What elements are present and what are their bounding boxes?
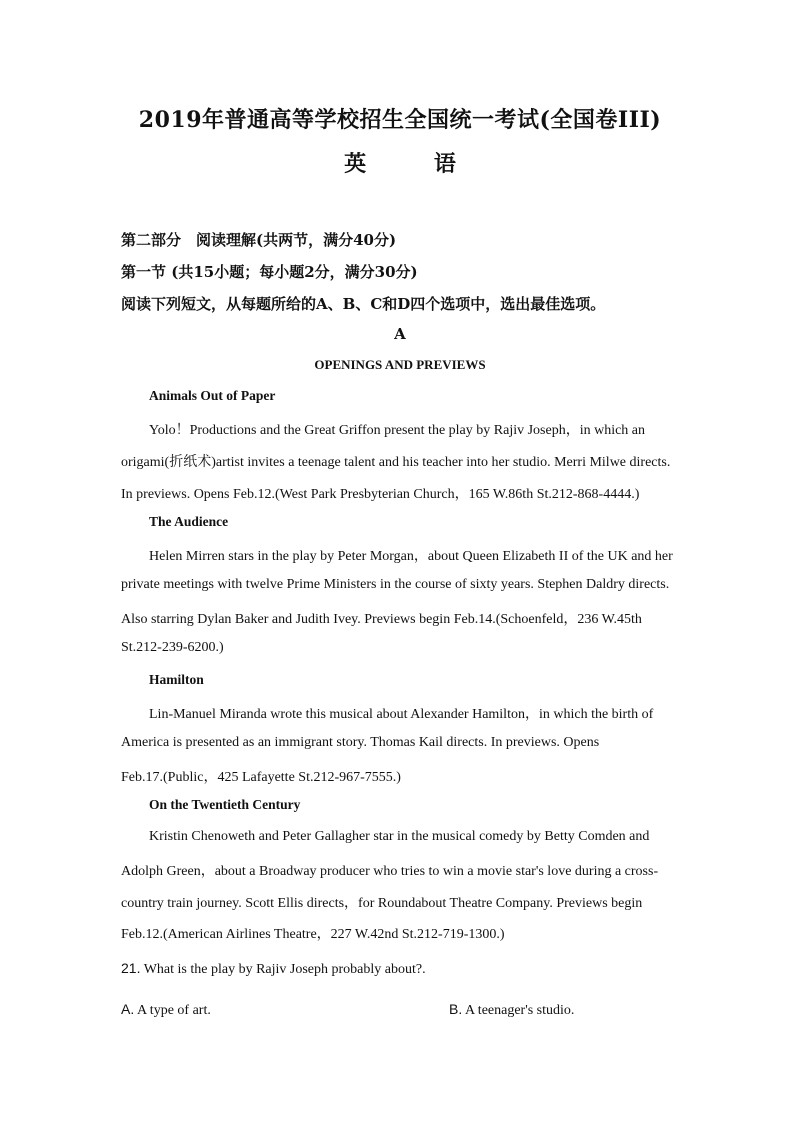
option-a[interactable]	[121, 1001, 211, 1019]
directions: 阅读下列短文，从每题所给的A、B、C和D四个选项中，选出最佳选项。	[121, 295, 606, 313]
item-line: Helen Mirren stars in the play by Peter Morgan，about Queen Elizabeth II of the UK and her	[149, 549, 673, 564]
item-line: private meetings with twelve Prime Ministers in the course of sixty years. Stephen Daldry directs.	[121, 577, 670, 592]
item-line: In previews. Opens Feb.12.(West Park Presbyterian Church，165 W.86th St.212-868-4444.)	[121, 487, 640, 502]
item-line: Yolo！Productions and the Great Griffon present the play by Rajiv Joseph，in which an	[149, 423, 646, 438]
item-line: country train journey. Scott Ellis directs，for Roundabout Theatre Company. Previews begin	[121, 896, 643, 911]
question-number: 21.	[121, 960, 141, 976]
option-letter: B.	[449, 1001, 463, 1017]
item-line: Adolph Green，about a Broadway producer who tries to win a movie star's love during a cross-	[121, 864, 659, 879]
item-line: Feb.12.(American Airlines Theatre，227 W.42nd St.212-719-1300.)	[121, 927, 505, 942]
item-title: Hamilton	[149, 672, 204, 687]
item-line: America is presented as an immigrant story. Thomas Kail directs. In previews. Opens	[121, 735, 600, 750]
option-b[interactable]	[449, 1001, 574, 1019]
item-title: Animals Out of Paper	[149, 388, 276, 403]
part-heading: 第二部分 阅读理解(共两节，满分40分)	[121, 231, 397, 249]
option-text: A type of art.	[136, 1003, 211, 1018]
item-line: St.212-239-6200.)	[121, 640, 224, 655]
item-line: Feb.17.(Public，425 Lafayette St.212-967-7555.)	[121, 770, 401, 785]
item-title: On the Twentieth Century	[149, 797, 301, 812]
question-text: What is the play by Rajiv Joseph probably about?.	[143, 962, 426, 977]
item-line: Also starring Dylan Baker and Judith Ivey. Previews begin Feb.14.(Schoenfeld，236 W.45th	[121, 612, 642, 627]
passage-heading: OPENINGS AND PREVIEWS	[314, 357, 486, 372]
option-letter: A.	[121, 1001, 135, 1017]
exam-title: 2019年普通高等学校招生全国统一考试(全国卷III)	[138, 107, 662, 133]
subject-title: 英 语	[344, 151, 486, 177]
item-line: Lin-Manuel Miranda wrote this musical about Alexander Hamilton，in which the birth of	[149, 707, 654, 722]
section-heading: 第一节 (共15小题；每小题2分，满分30分)	[121, 263, 418, 281]
passage-letter: A	[394, 325, 406, 343]
item-title: The Audience	[149, 514, 229, 529]
question	[121, 960, 426, 978]
item-line: origami(折纸术)artist invites a teenage talent and his teacher into her studio. Merri Milwe directs.	[121, 455, 671, 470]
option-text: A teenager's studio.	[464, 1003, 575, 1018]
item-line: Kristin Chenoweth and Peter Gallagher star in the musical comedy by Betty Comden and	[149, 829, 650, 844]
